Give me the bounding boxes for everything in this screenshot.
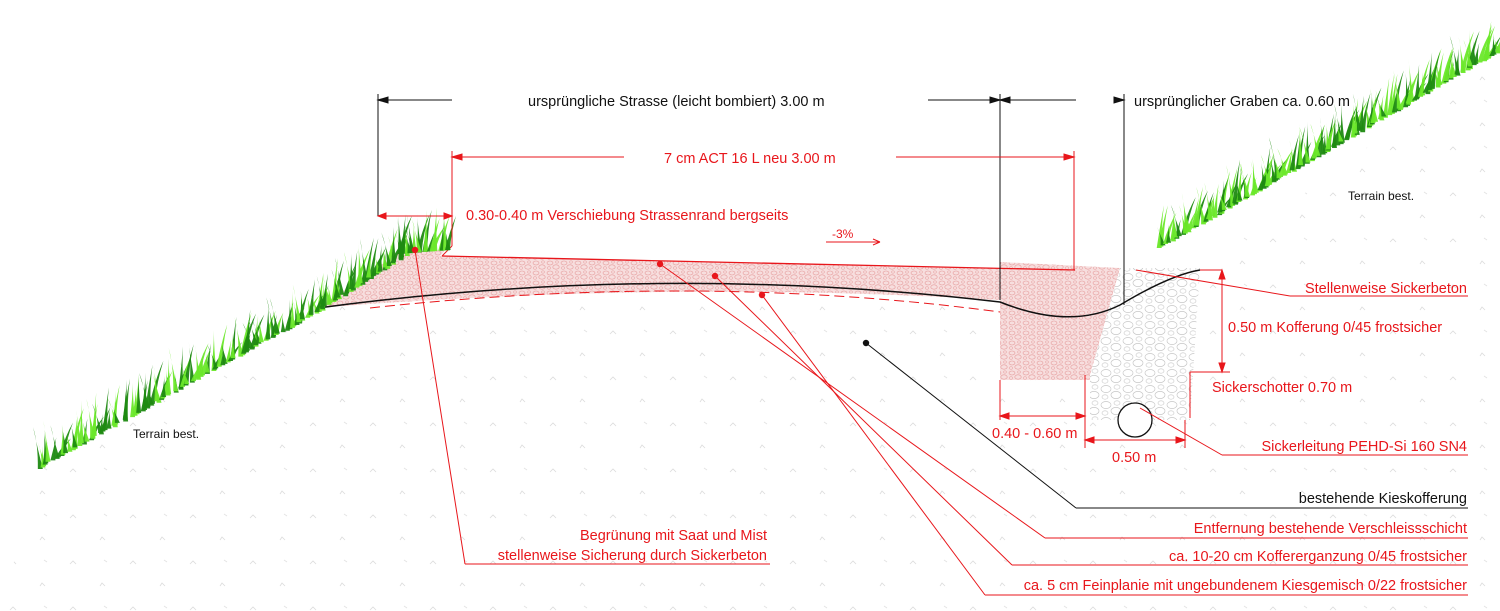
grass-blade xyxy=(169,348,179,392)
dim-road-edge-shift xyxy=(378,213,452,219)
callout-begrunung-line1: Begrünung mit Saat und Mist xyxy=(580,528,767,544)
callout-sickerleitung: Sickerleitung PEHD-Si 160 SN4 xyxy=(1261,439,1467,455)
label-original-ditch: ursprünglicher Graben ca. 0.60 m xyxy=(1134,94,1350,110)
grass-blade xyxy=(123,379,130,419)
callout-begrunung-line2: stellenweise Sicherung durch Sickerbeton xyxy=(497,548,767,564)
label-drain-gravel: Sickerschotter 0.70 m xyxy=(1212,380,1353,396)
callout-feinplanie: ca. 5 cm Feinplanie mit ungebundenem Kiesgemisch 0/22 frostsicher xyxy=(1023,578,1467,594)
label-trench-offset: 0.40 - 0.60 m xyxy=(992,426,1078,442)
label-original-road: ursprüngliche Strasse (leicht bombiert) 3.00 m xyxy=(528,94,825,110)
grass-blade xyxy=(1251,161,1259,192)
label-new-surface: 7 cm ACT 16 L neu 3.00 m xyxy=(664,151,836,167)
callout-koffererganzung: ca. 10-20 cm Koffererganzung 0/45 frostsicher xyxy=(1169,549,1467,565)
callout-kieskofferung: bestehende Kieskofferung xyxy=(1298,491,1467,507)
drain-pipe xyxy=(1118,403,1152,437)
callout-verschleiss: Entfernung bestehende Verschleissschicht xyxy=(1193,521,1467,537)
grass-blade xyxy=(266,303,271,339)
label-foundation: 0.50 m Kofferung 0/45 frostsicher xyxy=(1228,320,1443,336)
label-terrain-left: Terrain best. xyxy=(133,427,200,441)
grass-blade xyxy=(166,358,171,394)
label-terrain-right: Terrain best. xyxy=(1348,189,1415,203)
grass-blade xyxy=(358,242,363,283)
label-slope: -3% xyxy=(832,227,854,241)
callout-sickerbeton: Stellenweise Sickerbeton xyxy=(1304,281,1467,297)
label-trench-width: 0.50 m xyxy=(1112,450,1157,466)
label-road-edge-shift: 0.30-0.40 m Verschiebung Strassenrand bergseits xyxy=(466,208,789,224)
